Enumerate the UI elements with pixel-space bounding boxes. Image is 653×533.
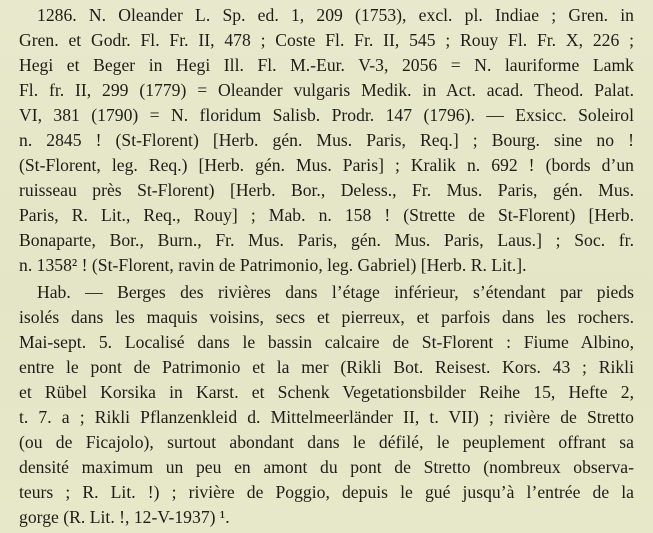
entry-line-4: Fl. fr. II, 299 (1779) = Oleander vulgaris Medik. in Act. acad. Theod. Palat.: [19, 80, 634, 100]
entry-line-11: n. 1358² ! (St-Florent, ravin de Patrimonio, leg. Gabriel) [Herb. R. Lit.].: [19, 255, 527, 275]
habitat-line-6: t. 7. a ; Rikli Pflanzenkleid d. Mittelmeerländer II, t. VII) ; rivière de Stretto: [19, 407, 634, 427]
entry-line-9: Paris, R. Lit., Req., Rouy] ; Mab. n. 158 ! (Strette de St-Florent) [Herb.: [19, 205, 634, 225]
habitat-line-2: isolés dans les maquis voisins, secs et pierreux, et parfois dans les rochers.: [19, 307, 634, 327]
habitat-line-3: Mai-sept. 5. Localisé dans le bassin calcaire de St-Florent : Fiume Albino,: [19, 332, 634, 352]
habitat-line-4: entre le pont de Patrimonio et la mer (Rikli Bot. Reisest. Kors. 43 ; Rikli: [19, 357, 634, 377]
entry-line-1: 1286. N. Oleander L. Sp. ed. 1, 209 (1753), excl. pl. Indiae ; Gren. in: [37, 5, 634, 25]
habitat-line-1: Hab. — Berges des rivières dans l’étage inférieur, s’étendant par pieds: [37, 282, 634, 302]
entry-line-10: Bonaparte, Bor., Burn., Fr. Mus. Paris, gén. Mus. Paris, Laus.] ; Soc. fr.: [19, 230, 634, 250]
entry-line-3: Hegi et Beger in Hegi Ill. Fl. M.-Eur. V-3, 2056 = N. lauriforme Lamk: [19, 55, 634, 75]
habitat-line-10: gorge (R. Lit. !, 12-V-1937) ¹.: [19, 507, 230, 527]
habitat-line-8: densité maximum un peu en amont du pont de Stretto (nombreux observa-: [19, 457, 634, 477]
entry-line-8: ruisseau près St-Florent) [Herb. Bor., Deless., Fr. Mus. Paris, gén. Mus.: [19, 180, 634, 200]
entry-line-2: Gren. et Godr. Fl. Fr. II, 478 ; Coste Fl. Fr. II, 545 ; Rouy Fl. Fr. X, 226 ;: [19, 30, 634, 50]
habitat-line-5: et Rübel Korsika in Karst. et Schenk Vegetationsbilder Reihe 15, Hefte 2,: [19, 382, 634, 402]
habitat-line-9: teurs ; R. Lit. !) ; rivière de Poggio, depuis le gué jusqu’à l’entrée de la: [19, 482, 634, 502]
entry-line-7: (St-Florent, leg. Req.) [Herb. gén. Mus. Paris] ; Kralik n. 692 ! (bords d’un: [19, 155, 634, 175]
entry-line-5: VI, 381 (1790) = N. floridum Salisb. Prodr. 147 (1796). — Exsicc. Soleirol: [19, 105, 634, 125]
habitat-line-7: (ou de Ficajolo), surtout abondant dans le défilé, le peuplement offrant sa: [19, 432, 634, 452]
entry-line-6: n. 2845 ! (St-Florent) [Herb. gén. Mus. Paris, Req.] ; Bourg. sine no !: [19, 130, 634, 150]
